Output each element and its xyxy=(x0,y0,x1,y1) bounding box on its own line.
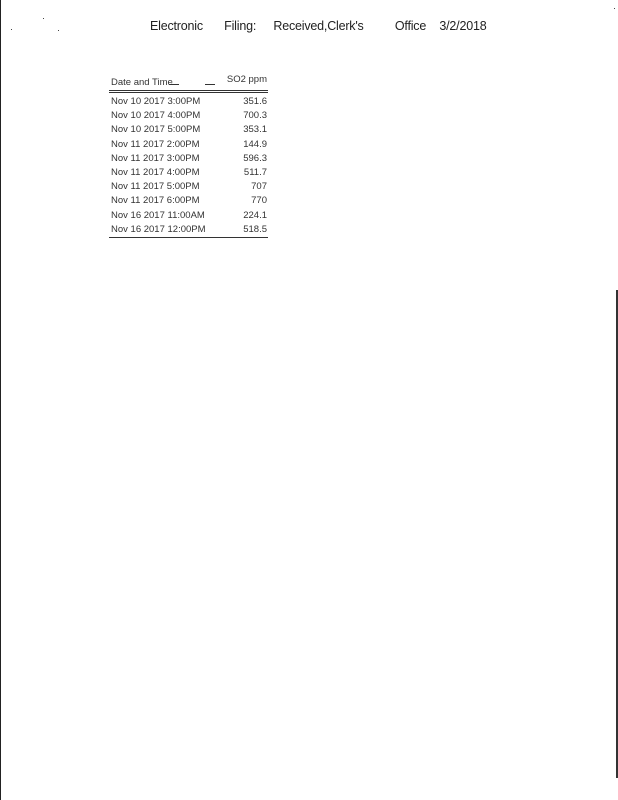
cell-date-time: Nov 10 2017 3:00PM xyxy=(111,96,201,107)
header-date: 3/2/2018 xyxy=(439,19,487,33)
scan-speck xyxy=(11,29,12,30)
so2-data-table xyxy=(109,76,268,238)
cell-so2-value: 224.1 xyxy=(243,209,267,221)
cell-date-time: Nov 11 2017 4:00PM xyxy=(111,166,200,178)
scan-speck xyxy=(43,18,44,19)
table-row xyxy=(109,166,268,180)
table-row xyxy=(109,180,268,194)
cell-date-time: Nov 11 2017 5:00PM xyxy=(111,181,200,193)
scan-speck xyxy=(58,30,59,31)
table-row xyxy=(109,209,268,223)
table-row xyxy=(109,223,268,238)
table-row xyxy=(109,194,268,208)
scan-speck xyxy=(614,8,615,9)
cell-date-time: Nov 16 2017 12:00PM xyxy=(111,223,206,235)
table-body xyxy=(109,95,268,238)
cell-date-time: Nov 11 2017 3:00PM xyxy=(111,152,200,164)
cell-so2-value: 511.7 xyxy=(243,166,267,178)
table-row xyxy=(109,152,268,166)
header-office: Office xyxy=(394,19,427,33)
cell-so2-value: 518.5 xyxy=(243,223,267,235)
header-electronic: Electronic xyxy=(150,19,203,33)
table-row xyxy=(109,95,268,109)
table-row xyxy=(109,109,268,123)
cell-so2-value: 144.9 xyxy=(243,138,267,150)
cell-date-time: Nov 16 2017 11:00AM xyxy=(111,209,205,221)
cell-so2-value: 707 xyxy=(251,181,267,193)
cell-date-time: Nov 11 2017 2:00PM xyxy=(111,138,200,150)
cell-so2-value: 770 xyxy=(251,195,267,207)
column-header-date-time: Date and Time xyxy=(111,77,173,88)
table-header xyxy=(109,76,268,91)
cell-so2-value: 596.3 xyxy=(243,152,267,164)
left-page-edge xyxy=(0,0,1,800)
table-row xyxy=(109,123,268,137)
header-filing: Filing: xyxy=(224,19,257,33)
cell-so2-value: 353.1 xyxy=(243,124,267,136)
header-dash xyxy=(205,84,215,85)
filing-stamp-header xyxy=(150,19,486,33)
header-dash xyxy=(169,84,179,85)
column-header-so2: SO2 ppm xyxy=(226,74,267,85)
cell-so2-value: 700.3 xyxy=(243,110,267,122)
table-row xyxy=(109,138,268,152)
cell-so2-value: 351.6 xyxy=(243,96,267,107)
cell-date-time: Nov 10 2017 5:00PM xyxy=(111,124,201,136)
header-received: Received,Clerk's xyxy=(273,19,364,33)
cell-date-time: Nov 10 2017 4:00PM xyxy=(111,110,201,122)
cell-date-time: Nov 11 2017 6:00PM xyxy=(111,195,200,207)
